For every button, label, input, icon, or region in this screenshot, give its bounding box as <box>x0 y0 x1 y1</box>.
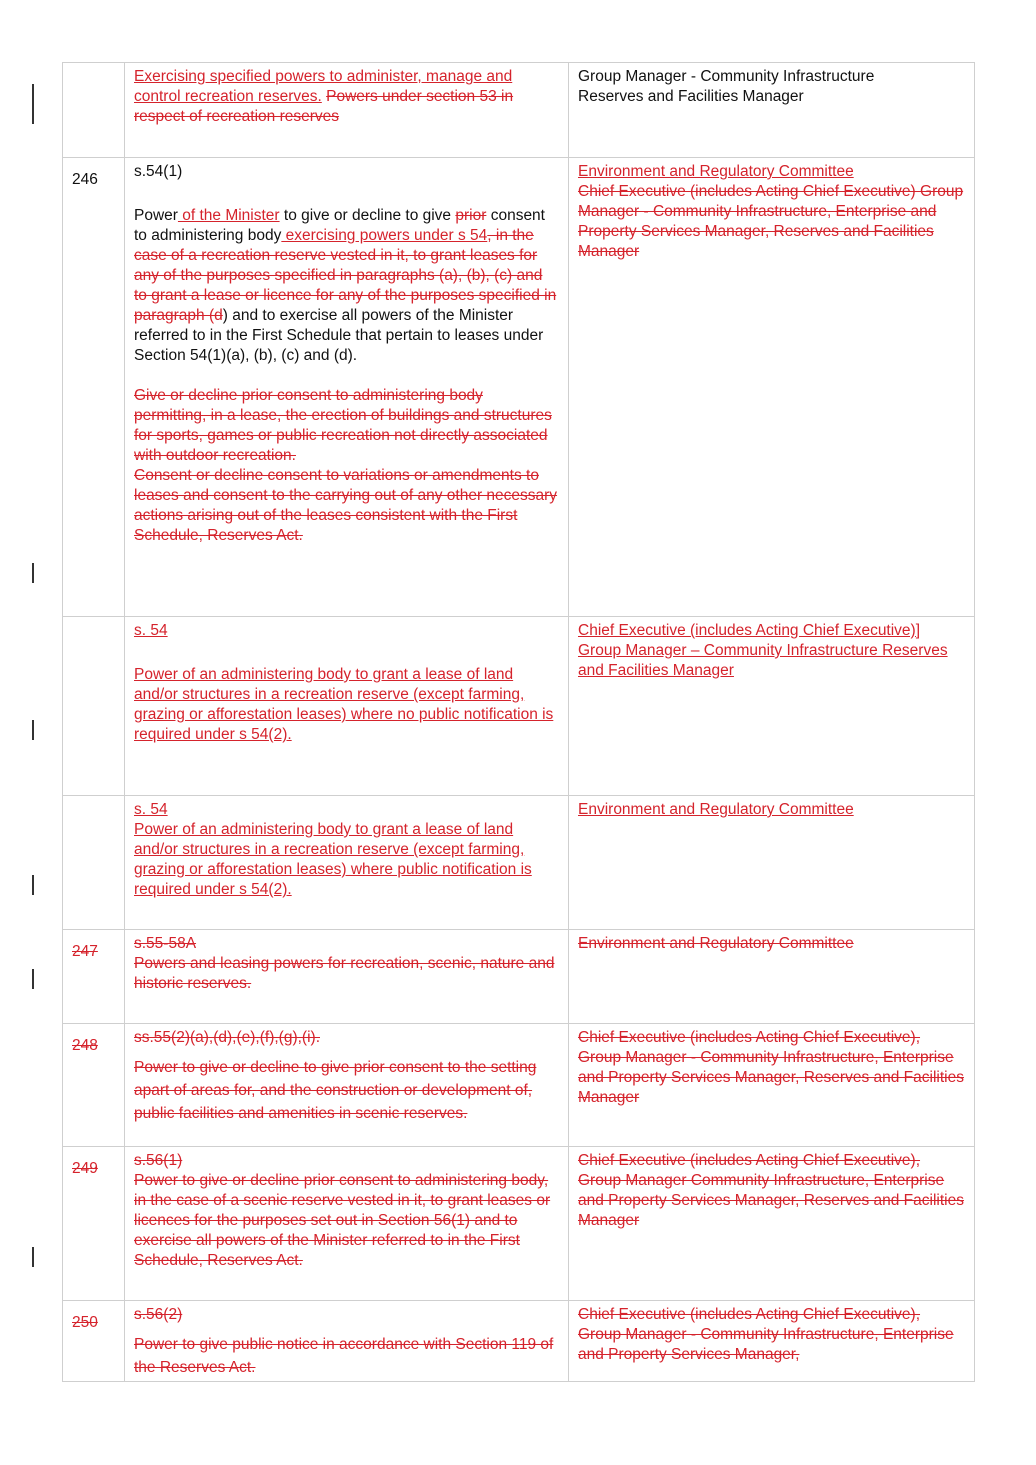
deleted-paragraph: Consent or decline consent to variations or amendments to leases and consent to the carrying out of any other necessary actions arising out of the leases consistent with the First Schedule, Reserves Act. <box>134 467 558 544</box>
inserted-text: Chief Executive (includes Acting Chief Executive)] Group Manager – Community Infrastructure Reserves and Facilities Manager <box>578 622 948 679</box>
change-bar <box>32 563 34 583</box>
change-bar <box>32 1247 34 1267</box>
section-ref: s. 54 <box>134 622 168 639</box>
provision-paragraph: Power of the Minister to give or decline to give prior consent to administering body exercising powers under s 54, in the case of a recreation reserve vested in it, to grant leases for any of the purposes specified in paragraphs (a), (b), (c) and to grant a lease or licence for any of the purposes specified in paragraph (d) and to exercise all powers of the Minister referred to in the First Schedule that pertain to leases under Section 54(1)(a), (b), (c) and (d). <box>134 207 557 364</box>
provision-cell <box>125 930 569 1024</box>
provision-cell <box>125 1147 569 1301</box>
inserted-text: Power of an administering body to grant a lease of land and/or structures in a recreation reserve (except farming, grazing or afforestation leases) where public notification is required under s 54(2). <box>134 821 532 898</box>
deleted-text: Chief Executive (includes Acting Chief Executive), Group Manager - Community Infrastructure, Enterprise and Property Services Manager, <box>578 1306 954 1363</box>
table-row <box>63 930 975 1024</box>
delegate-cell <box>569 617 975 796</box>
delegate-cell <box>569 1301 975 1382</box>
inserted-text: Power of an administering body to grant a lease of land and/or structures in a recreation reserve (except farming, grazing or afforestation leases) where no public notification is required under s 54(2). <box>134 666 554 743</box>
deleted-text: Chief Executive (includes Acting Chief Executive), Group Manager Community Infrastructure, Enterprise and Property Services Manager, Reserves and Facilities Manager <box>578 1152 964 1229</box>
delegate-cell <box>569 930 975 1024</box>
table-row <box>63 1024 975 1147</box>
deleted-paragraph: Give or decline prior consent to administering body permitting, in a lease, the erection of buildings and structures for sports, games or public recreation not directly associated with outdoor recreation. <box>134 387 552 464</box>
deleted-text: Power to give or decline prior consent to administering body, in the case of a scenic reserve vested in it, to grant leases or licences for the purposes set out in Section 56(1) and to exercise all powers of the Minister referred to in the First Schedule, Reserves Act. <box>134 1172 551 1269</box>
change-bar <box>32 720 34 740</box>
table-row <box>63 1301 975 1382</box>
delegate-cell <box>569 1024 975 1147</box>
delegate-cell <box>569 63 975 158</box>
row-number: 247 <box>63 930 125 1024</box>
row-number: 248 <box>63 1024 125 1147</box>
inserted-text: of the Minister <box>177 207 280 224</box>
provision-cell <box>125 1301 569 1382</box>
deleted-text: Powers under section 53 in respect of recreation reserves <box>134 88 514 125</box>
row-number <box>63 63 125 158</box>
row-number <box>63 796 125 930</box>
deleted-text: , in the case of a recreation reserve vested in it, to grant leases for any of the purposes specified in paragraphs (a), (b), (c) and to grant a lease or licence for any of the purposes specified in paragraph (d <box>134 227 557 324</box>
table-row <box>63 1147 975 1301</box>
deleted-text: Environment and Regulatory Committee <box>578 935 854 952</box>
row-number <box>63 617 125 796</box>
delegate-line: Reserves and Facilities Manager <box>578 88 804 105</box>
deleted-text: Power to give or decline to give prior consent to the setting apart of areas for, and the construction or development of, public facilities and amenities in scenic reserves. <box>134 1059 537 1122</box>
section-ref: ss.55(2)(a),(d),(e),(f),(g),(i). <box>134 1029 320 1046</box>
deleted-text: Powers and leasing powers for recreation, scenic, nature and historic reserves. <box>134 955 555 992</box>
table-row <box>63 617 975 796</box>
table-row <box>63 63 975 158</box>
table-row <box>63 796 975 930</box>
delegations-table <box>62 62 975 1382</box>
section-ref: s. 54 <box>134 801 168 818</box>
delegate-line: Group Manager - Community Infrastructure <box>578 68 875 85</box>
delegate-cell <box>569 796 975 930</box>
inserted-text: exercising powers under s 54 <box>281 227 488 244</box>
row-number: 250 <box>63 1301 125 1382</box>
table-row <box>63 158 975 617</box>
inserted-text: Exercising specified powers to administer, manage and control recreation reserves. <box>134 68 513 105</box>
section-ref: s.54(1) <box>134 163 183 180</box>
section-ref: s.56(1) <box>134 1152 183 1169</box>
section-ref: s.56(2) <box>134 1306 183 1323</box>
change-bar <box>32 875 34 895</box>
row-number: 249 <box>63 1147 125 1301</box>
provision-cell <box>125 1024 569 1147</box>
provision-cell <box>125 617 569 796</box>
deleted-text: Power to give public notice in accordance with Section 119 of the Reserves Act. <box>134 1336 554 1376</box>
inserted-text: Environment and Regulatory Committee <box>578 801 854 818</box>
delegate-cell <box>569 158 975 617</box>
provision-cell <box>125 796 569 930</box>
section-ref: s.55-58A <box>134 935 197 952</box>
inserted-text: Environment and Regulatory Committee <box>578 163 854 180</box>
provision-cell <box>125 63 569 158</box>
deleted-text: Chief Executive (includes Acting Chief Executive), Group Manager - Community Infrastructure, Enterprise and Property Services Manager, Reserves and Facilities Manager <box>578 1029 964 1106</box>
change-bar <box>32 84 34 124</box>
change-bar <box>32 969 34 989</box>
deleted-text: Chief Executive (includes Acting Chief Executive) Group Manager - Community Infrastructure, Enterprise and Property Services Manager, Reserves and Facilities Manager <box>578 183 964 260</box>
delegate-cell <box>569 1147 975 1301</box>
deleted-text: prior <box>455 207 487 224</box>
row-number: 246 <box>63 158 125 617</box>
provision-cell <box>125 158 569 617</box>
